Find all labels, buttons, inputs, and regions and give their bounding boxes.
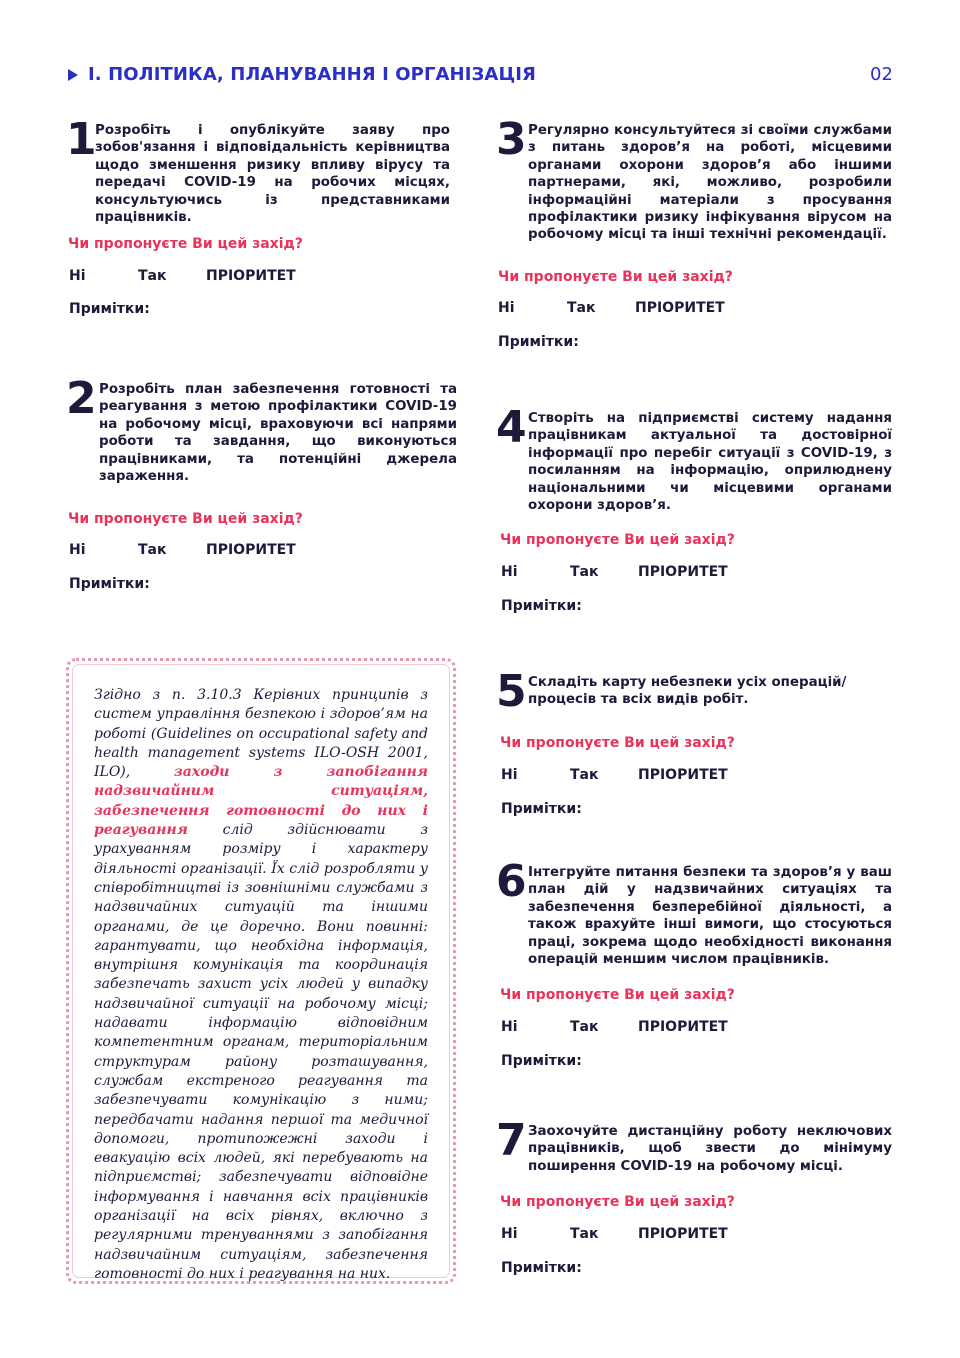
quote-part-2: слід здійснювати з урахуванням розміру і характеру діяльності організації. Їх слід розробляти у співробітництві із зовнішніми службами з надзвичайних ситуацій та іншими органами, де це доречно. Вони повинні: гарантувати, що необхідна інформація, внутрішня комунікація та координація забезпечать захист усіх людей у випадку надзвичайної ситуації на робочому місці; надавати інформацію відповідним компетентним органам, територіальним структурам району розташування, службам екстреного реагування та забезпечувати комунікацію з ними; передбачати надання першої та медичної допомоги, протипожежні заходи і евакуацію всіх людей, які перебувають на підприємстві; забезпечувати відповідне інформування і навчання всіх працівників організації на всіх рівнях, включно з регулярними тренуваннями з запобігання надзвичайним ситуаціям, забезпечення готовності до них і реагування на них. — [94, 822, 428, 1282]
option-priority[interactable]: ПРІОРИТЕТ — [638, 1226, 728, 1242]
notes-label: Примітки: — [501, 1053, 582, 1069]
checklist-item-1 — [66, 114, 450, 226]
proposal-question: Чи пропонуєте Ви цей захід? — [500, 987, 735, 1003]
notes-label: Примітки: — [501, 598, 582, 614]
checklist-item-4 — [496, 402, 892, 514]
triangle-marker-icon — [68, 69, 78, 81]
option-yes[interactable]: Так — [138, 268, 167, 284]
item-text: Розробіть план забезпечення готовності та реагування з метою профілактики COVID-19 на робочому місці, враховуючи всі напрями роботи та завдання, що виконуються працівниками, та потенційні джерела зараження. — [99, 382, 457, 485]
notes-label: Примітки: — [501, 801, 582, 817]
item-number: 5 — [496, 666, 527, 717]
item-number: 3 — [496, 114, 527, 165]
quote-part-1: Згідно з п. 3.10.3 Керівних принципів з систем управління безпекою і здоров’ям на роботі (Guidelines on occupational safety and health management systems ILO-OSH 2001, ILO), — [94, 687, 428, 781]
item-text: Розробіть і опублікуйте заяву про зобов'язання і відповідальність керівництва щодо зменшення ризику впливу вірусу та передачі COVID-19 на робочих місцях, консультуючись із представниками працівників. — [95, 123, 450, 226]
proposal-question: Чи пропонуєте Ви цей захід? — [68, 511, 303, 527]
proposal-question: Чи пропонуєте Ви цей захід? — [68, 236, 303, 252]
checklist-item-7 — [496, 1115, 892, 1175]
option-priority[interactable]: ПРІОРИТЕТ — [638, 1019, 728, 1035]
option-no[interactable]: Ні — [501, 1019, 518, 1035]
checklist-item-3 — [496, 114, 892, 244]
section-header — [68, 64, 536, 85]
item-text: Інтегруйте питання безпеки та здоров’я у ваш план дій у надзвичайних ситуаціях та забезпечення безперебійної діяльності, а також врахуйте інші вимоги, що стосуються праці, зокрема щодо необхідності виконання операцій меншим числом працівників. — [528, 865, 892, 968]
option-yes[interactable]: Так — [570, 767, 599, 783]
notes-label: Примітки: — [498, 334, 579, 350]
quote-highlight: заходи з запобігання надзвичайним ситуаціям, забезпечення готовності до них і реагування — [94, 764, 428, 839]
notes-label: Примітки: — [69, 576, 150, 592]
option-no[interactable]: Ні — [69, 542, 86, 558]
proposal-question: Чи пропонуєте Ви цей захід? — [498, 269, 733, 285]
item-number: 1 — [66, 114, 97, 165]
item-number: 4 — [496, 402, 527, 453]
option-priority[interactable]: ПРІОРИТЕТ — [638, 767, 728, 783]
page-number: 02 — [870, 64, 893, 85]
option-priority[interactable]: ПРІОРИТЕТ — [638, 564, 728, 580]
item-text: Створіть на підприємстві систему надання працівникам актуальної та достовірної інформації про перебіг ситуації з COVID-19, з посиланням на інформацію, оприлюднену національними чи місцевими органами охорони здоров’я. — [528, 411, 892, 514]
option-yes[interactable]: Так — [570, 1019, 599, 1035]
option-no[interactable]: Ні — [501, 1226, 518, 1242]
proposal-question: Чи пропонуєте Ви цей захід? — [500, 532, 735, 548]
proposal-question: Чи пропонуєте Ви цей захід? — [500, 1194, 735, 1210]
section-title: I. ПОЛІТИКА, ПЛАНУВАННЯ І ОРГАНІЗАЦІЯ — [88, 64, 536, 85]
item-text: Заохочуйте дистанційну роботу неключових працівників, щоб звести до мінімуму поширення COVID-19 на робочому місці. — [528, 1124, 892, 1174]
option-priority[interactable]: ПРІОРИТЕТ — [206, 542, 296, 558]
option-priority[interactable]: ПРІОРИТЕТ — [206, 268, 296, 284]
item-number: 2 — [66, 373, 97, 424]
checklist-item-6 — [496, 856, 892, 968]
option-yes[interactable]: Так — [570, 1226, 599, 1242]
option-no[interactable]: Ні — [498, 300, 515, 316]
option-no[interactable]: Ні — [501, 767, 518, 783]
proposal-question: Чи пропонуєте Ви цей захід? — [500, 735, 735, 751]
checklist-item-2 — [66, 373, 457, 485]
option-yes[interactable]: Так — [567, 300, 596, 316]
option-no[interactable]: Ні — [501, 564, 518, 580]
notes-label: Примітки: — [501, 1260, 582, 1276]
notes-label: Примітки: — [69, 301, 150, 317]
option-yes[interactable]: Так — [138, 542, 167, 558]
quote-text — [94, 686, 428, 1284]
option-priority[interactable]: ПРІОРИТЕТ — [635, 300, 725, 316]
checklist-item-5 — [496, 666, 892, 717]
item-number: 6 — [496, 856, 527, 907]
option-yes[interactable]: Так — [570, 564, 599, 580]
item-text: Складіть карту небезпеки усіх операцій/процесів та всіх видів робіт. — [528, 675, 847, 708]
item-text: Регулярно консультуйтеся зі своїми службами з питань здоров’я на роботі, місцевими органами охорони здоров’я або іншими партнерами, які, можливо, розробили інформаційні матеріали з просування профілактики ризику інфікування вірусом на робочому місці та інші технічні рекомендації. — [528, 123, 892, 243]
option-no[interactable]: Ні — [69, 268, 86, 284]
item-number: 7 — [496, 1115, 527, 1166]
